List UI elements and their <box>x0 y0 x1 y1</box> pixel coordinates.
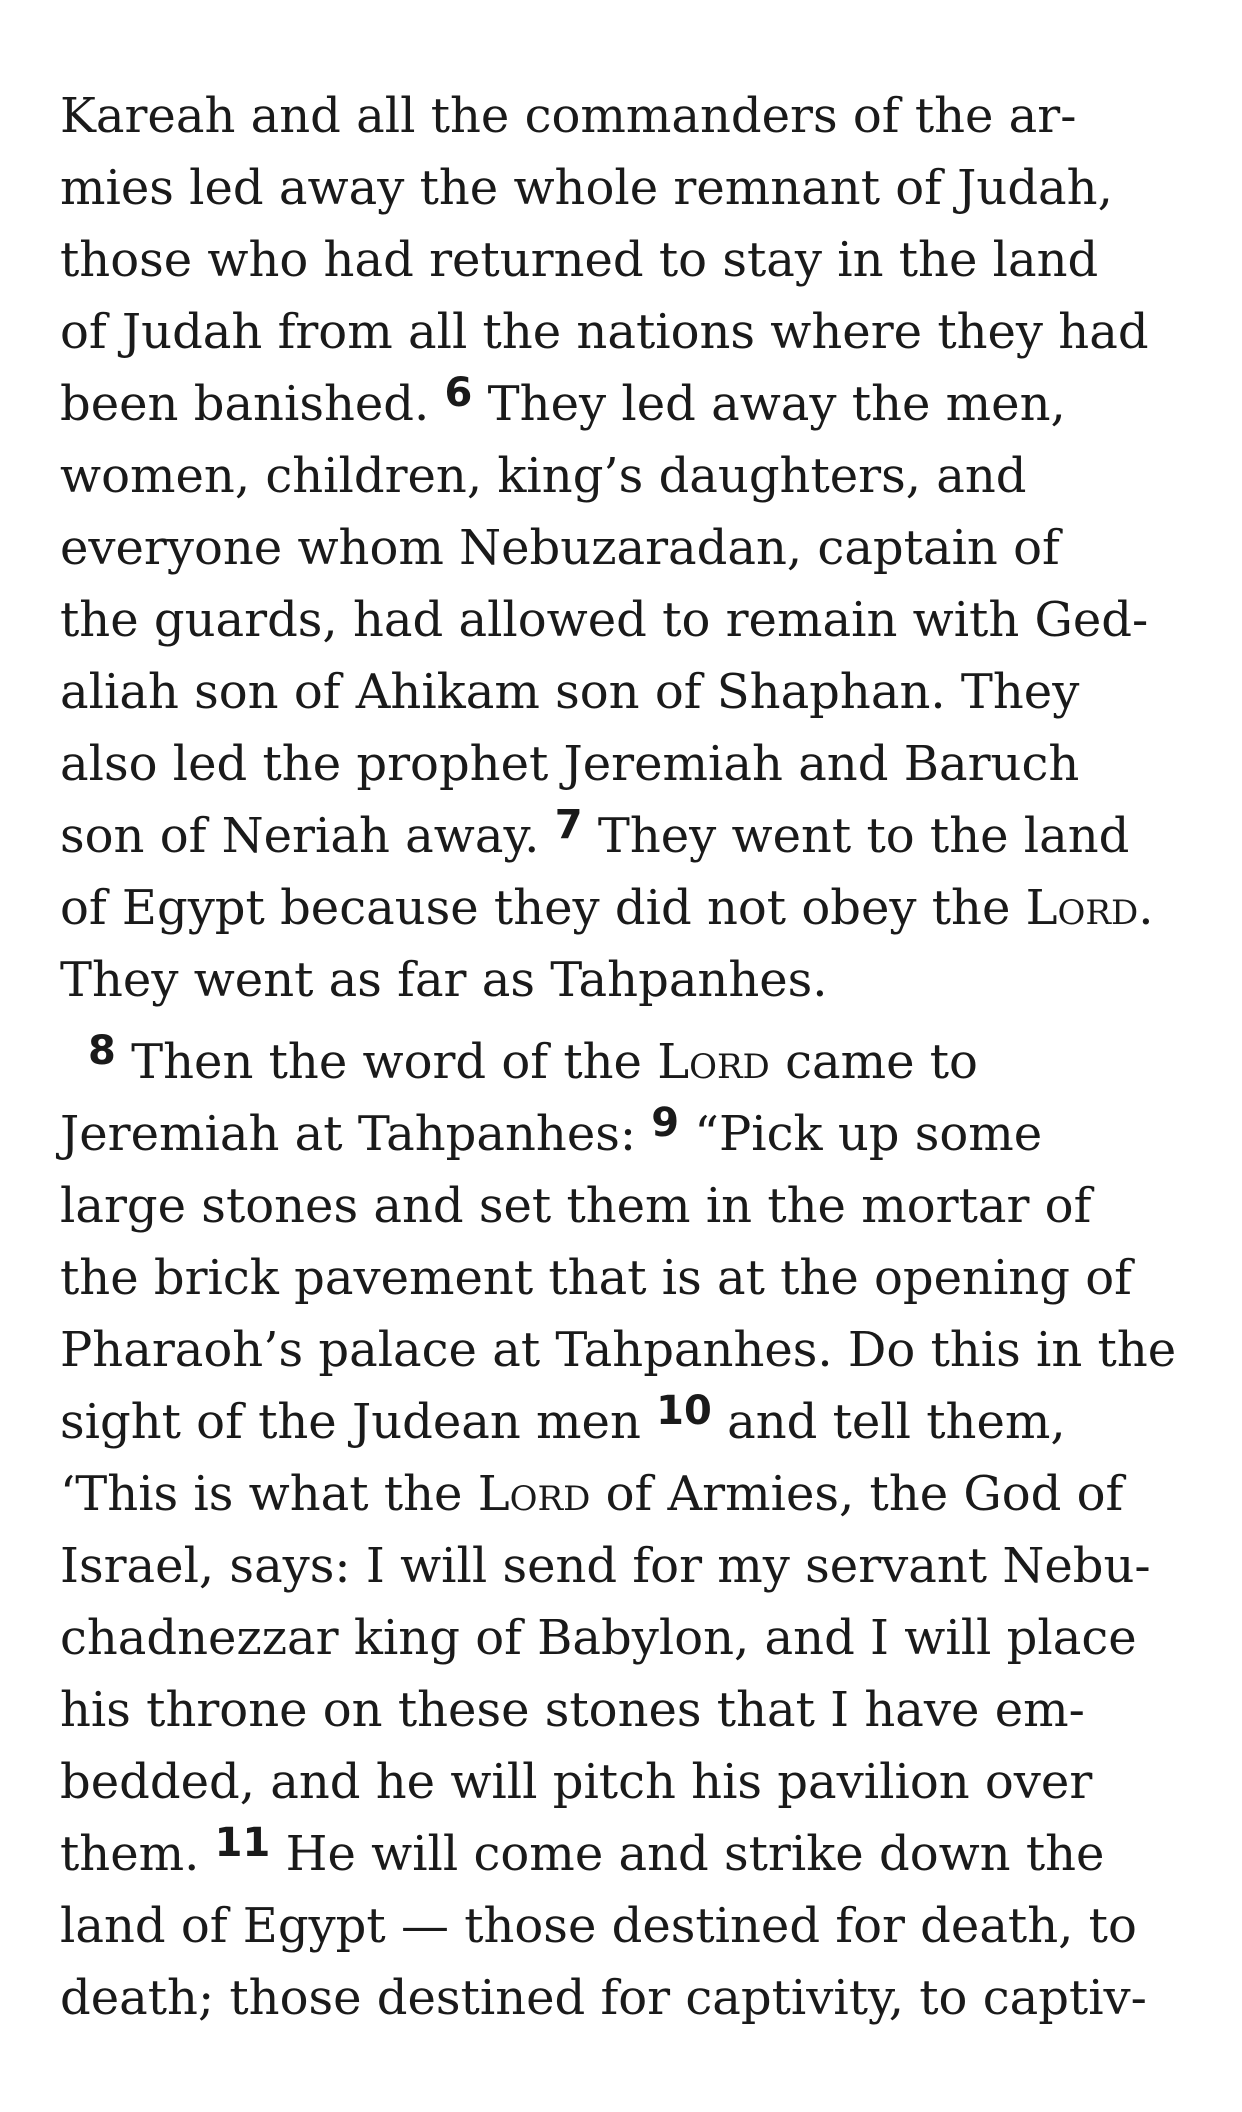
verse-number-9: 9 <box>651 1100 680 1146</box>
text-line <box>60 224 1200 296</box>
line-text: been banished. <box>60 376 430 432</box>
line-text: chadnezzar king of Babylon, and I will place <box>60 1610 1137 1666</box>
lord-smallcaps: Lord <box>1025 880 1139 936</box>
line-text: Then the word of the <box>131 1034 642 1090</box>
line-text: Israel, says: I will send for my servant Nebu- <box>60 1538 1151 1594</box>
line-text: They went as far as Tahpanhes. <box>60 952 828 1008</box>
line-text: of Armies, the God of <box>605 1466 1124 1522</box>
line-text: They went to the land <box>597 808 1130 864</box>
verse-number-6: 6 <box>444 370 473 416</box>
text-line <box>60 80 1200 152</box>
line-text: of Egypt because they did not obey the <box>60 880 1011 936</box>
text-line <box>60 296 1200 368</box>
text-line <box>60 1386 1200 1458</box>
text-line <box>60 1746 1200 1818</box>
line-text: aliah son of Ahikam son of Shaphan. They <box>60 664 1080 720</box>
line-text: Kareah and all the commanders of the ar- <box>60 88 1077 144</box>
text-line <box>60 1098 1200 1170</box>
text-line <box>60 584 1200 656</box>
line-text: large stones and set them in the mortar of <box>60 1178 1092 1234</box>
text-line <box>60 944 1200 1016</box>
text-line <box>60 1242 1200 1314</box>
line-text: the guards, had allowed to remain with Ged- <box>60 592 1149 648</box>
text-line <box>60 800 1200 872</box>
text-line <box>60 1962 1200 2034</box>
line-text: women, children, king’s daughters, and <box>60 448 1027 504</box>
line-text: Jeremiah at Tahpanhes: <box>60 1106 637 1162</box>
verse-number-8: 8 <box>88 1028 116 1074</box>
text-line <box>60 1818 1200 1890</box>
text-line <box>60 1530 1200 1602</box>
line-text: . <box>1138 880 1154 936</box>
line-text: also led the prophet Jeremiah and Baruch <box>60 736 1080 792</box>
line-text: the brick pavement that is at the opening of <box>60 1250 1132 1306</box>
line-text: them. <box>60 1826 200 1882</box>
line-text: came to <box>785 1034 978 1090</box>
text-line <box>60 1602 1200 1674</box>
line-text: and tell them, <box>727 1394 1066 1450</box>
text-line <box>60 1170 1200 1242</box>
line-text: son of Neriah away. <box>60 808 540 864</box>
line-text: He will come and strike down the <box>285 1826 1105 1882</box>
text-line <box>60 1026 1200 1098</box>
verse-number-7: 7 <box>554 802 583 848</box>
line-text: death; those destined for captivity, to captiv- <box>60 1970 1147 2026</box>
text-line <box>60 656 1200 728</box>
line-text: They led away the men, <box>487 376 1066 432</box>
text-line <box>60 440 1200 512</box>
scripture-text <box>60 80 1200 2034</box>
text-line <box>60 1890 1200 1962</box>
text-line <box>60 1674 1200 1746</box>
text-line <box>60 152 1200 224</box>
verse-number-11: 11 <box>214 1820 271 1866</box>
line-text: mies led away the whole remnant of Judah, <box>60 160 1113 216</box>
text-line <box>60 368 1200 440</box>
line-text: sight of the Judean men <box>60 1394 641 1450</box>
text-line <box>60 1458 1200 1530</box>
line-text: his throne on these stones that I have em- <box>60 1682 1085 1738</box>
text-line <box>60 728 1200 800</box>
line-text: Pharaoh’s palace at Tahpanhes. Do this in the <box>60 1322 1177 1378</box>
paragraph-gap <box>60 1016 1200 1026</box>
lord-smallcaps: Lord <box>657 1034 770 1090</box>
line-text: “Pick up some <box>694 1106 1043 1162</box>
text-line <box>60 872 1200 944</box>
line-text: land of Egypt — those destined for death, to <box>60 1898 1137 1954</box>
line-text: bedded, and he will pitch his pavilion over <box>60 1754 1093 1810</box>
text-line <box>60 512 1200 584</box>
lord-smallcaps: Lord <box>477 1466 591 1522</box>
line-text: those who had returned to stay in the land <box>60 232 1099 288</box>
text-line <box>60 1314 1200 1386</box>
verse-number-10: 10 <box>656 1388 712 1434</box>
line-text: everyone whom Nebuzaradan, captain of <box>60 520 1060 576</box>
line-text: ‘This is what the <box>60 1466 463 1522</box>
line-text: of Judah from all the nations where they had <box>60 304 1149 360</box>
